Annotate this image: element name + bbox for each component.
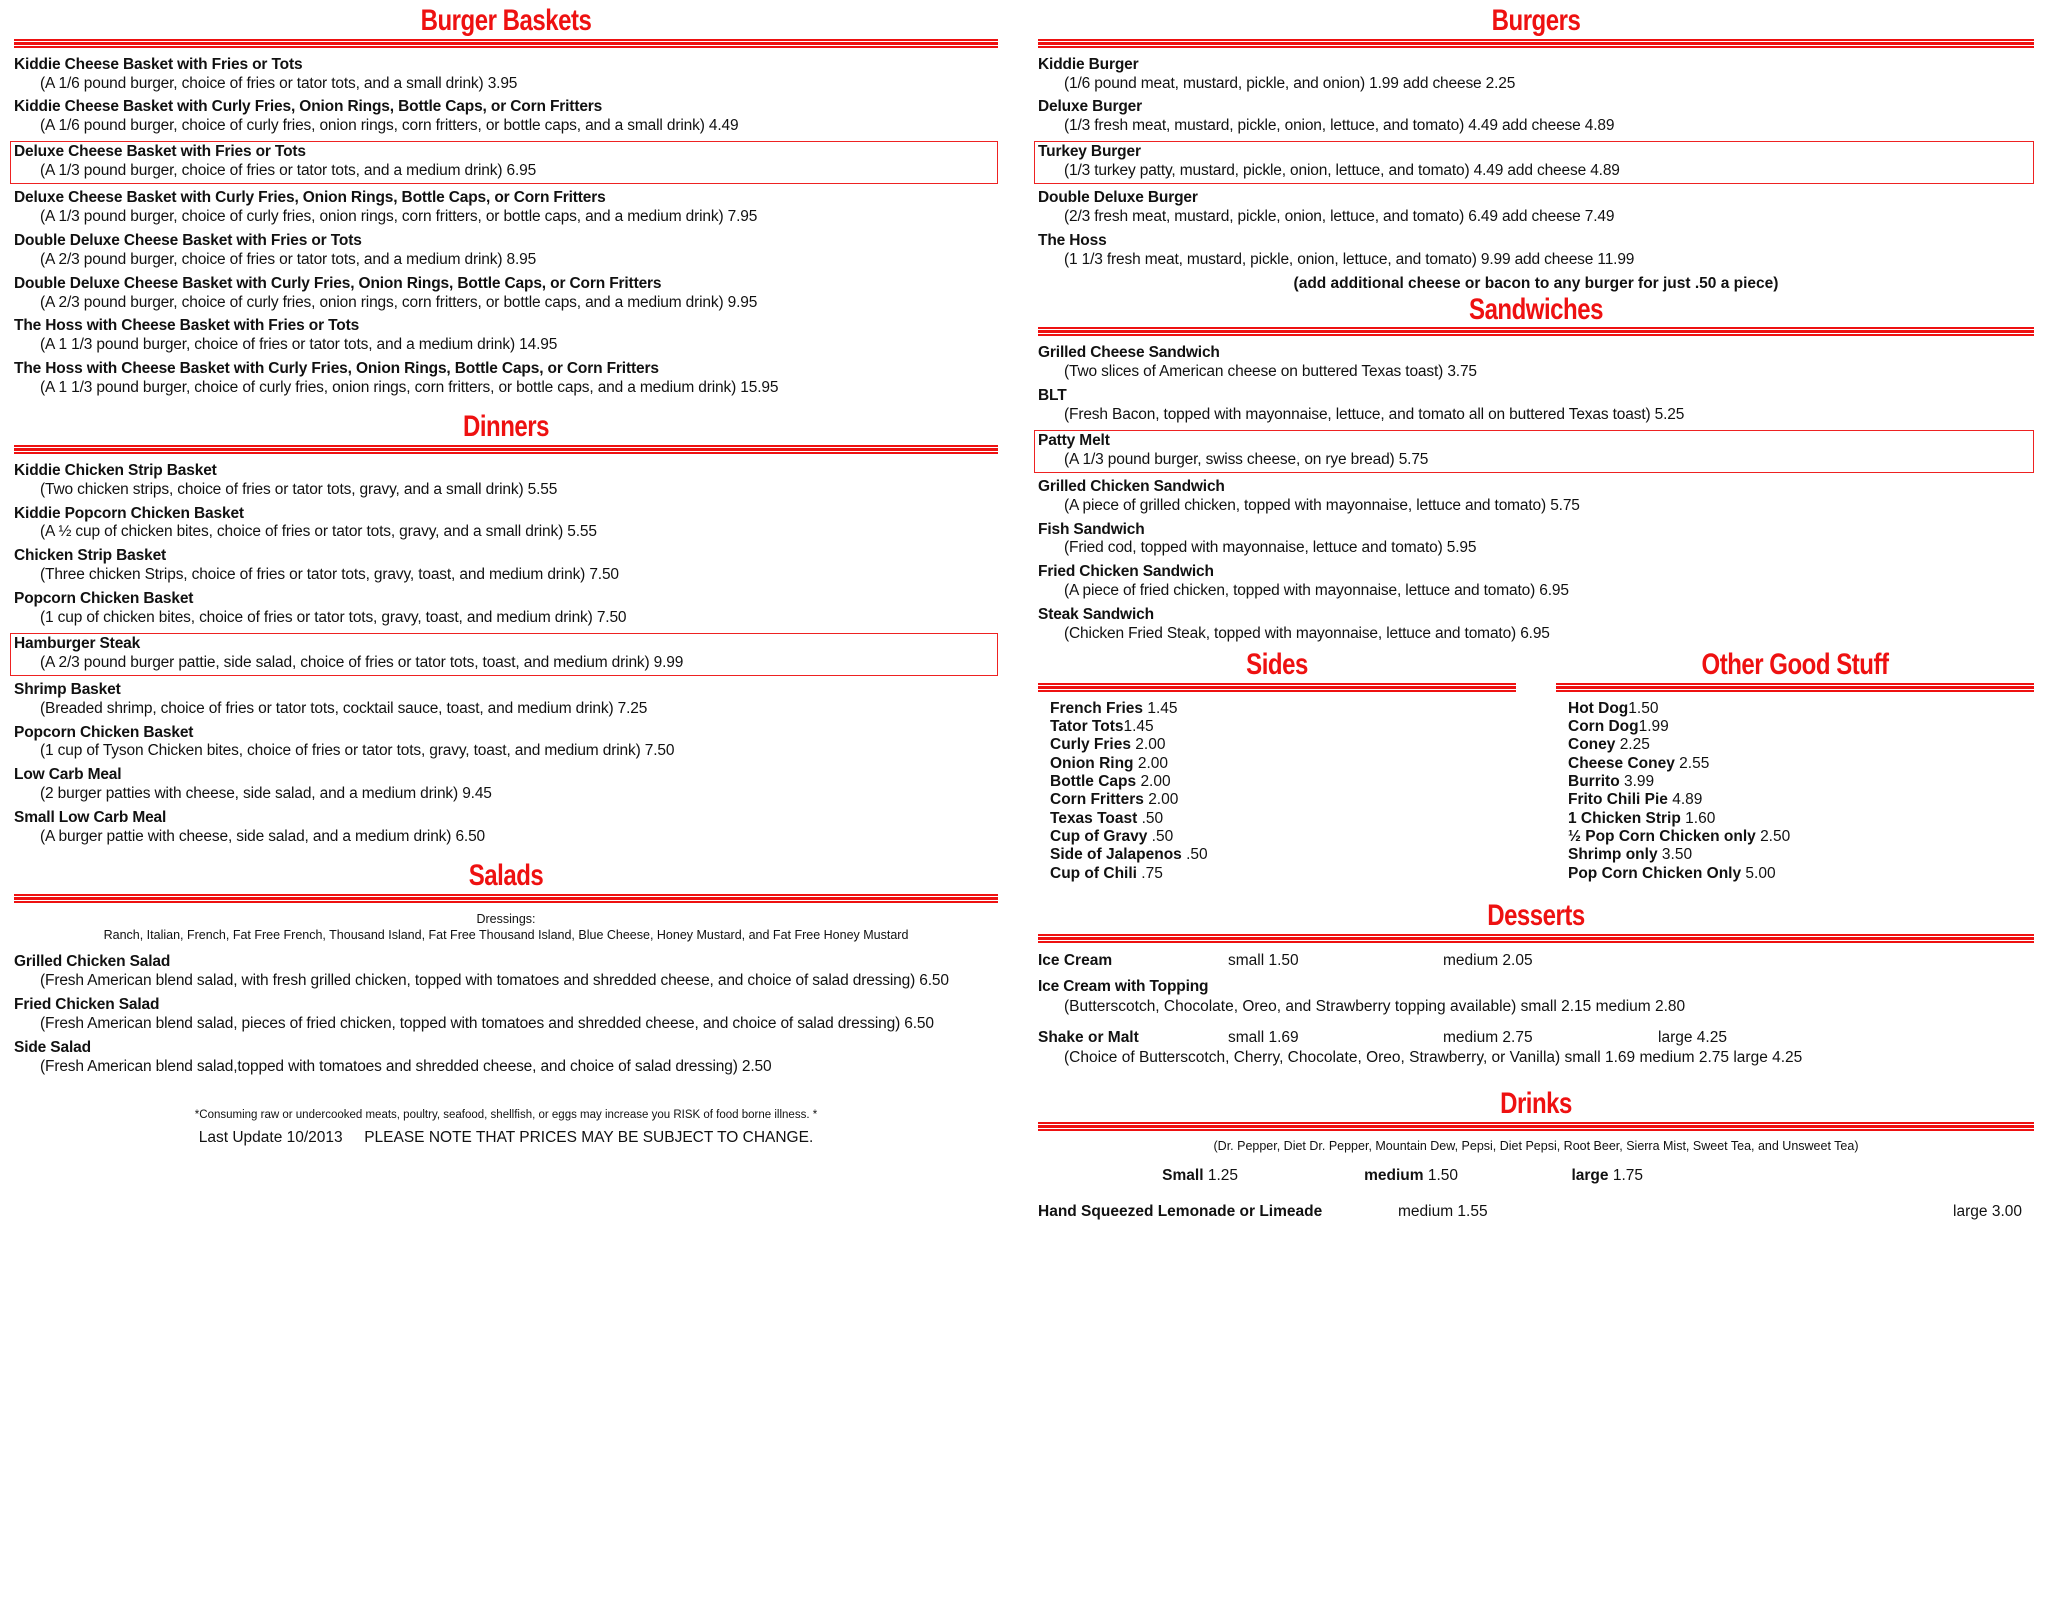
section-divider xyxy=(14,39,998,50)
section-sides xyxy=(1038,647,1516,883)
item-description: (Two chicken strips, choice of fries or tator tots, gravy, and a small drink) 5.55 xyxy=(40,480,558,498)
item-name: Hot Dog xyxy=(1568,699,1629,717)
item-description: (Fresh American blend salad, with fresh grilled chicken, topped with tomatoes and shredded cheese, and choice of salad dressing) 6.50 xyxy=(40,972,949,989)
item-description: (1/6 pound meat, mustard, pickle, and onion) 1.99 add cheese 2.25 xyxy=(1064,74,1516,92)
list-item xyxy=(1568,865,2034,883)
menu-item xyxy=(14,953,998,991)
drinks-flavor-list: (Dr. Pepper, Diet Dr. Pepper, Mountain Dew, Pepsi, Diet Pepsi, Root Beer, Sierra Mist, Sweet Tea, and Unsweet Tea) xyxy=(1213,1138,1859,1153)
item-price: 2.50 xyxy=(1760,828,1791,846)
menu-item xyxy=(1038,56,2034,94)
item-description: (A piece of fried chicken, topped with mayonnaise, lettuce and tomato) 6.95 xyxy=(1064,582,1569,600)
item-name: Cheese Coney xyxy=(1568,754,1675,772)
right-column xyxy=(1024,0,2048,1599)
menu-item xyxy=(14,724,998,762)
item-name: Grilled Cheese Sandwich xyxy=(1038,344,1220,362)
menu-item xyxy=(14,56,998,94)
item-name: Curly Fries xyxy=(1050,736,1131,754)
section-desserts xyxy=(1038,901,2034,1067)
section-title-salads: Salads xyxy=(468,859,544,892)
drinks-size-prices xyxy=(1038,1167,2034,1185)
item-name: Kiddie Burger xyxy=(1038,55,1139,73)
menu-item xyxy=(1038,521,2034,559)
size-price-medium: 1.50 xyxy=(1427,1166,1458,1184)
item-description: (Breaded shrimp, choice of fries or tator tots, cocktail sauce, toast, and medium drink) 7.25 xyxy=(40,699,648,717)
menu-item xyxy=(14,232,998,270)
item-name: Coney xyxy=(1568,736,1616,754)
item-name: Patty Melt xyxy=(1038,431,1110,449)
size-label-large: large xyxy=(1571,1166,1609,1184)
item-name: Kiddie Chicken Strip Basket xyxy=(14,461,217,479)
section-burgers xyxy=(1038,6,2034,293)
item-name: Steak Sandwich xyxy=(1038,606,1154,624)
item-description: (A 1/3 pound burger, choice of curly fries, onion rings, corn fritters, or bottle caps, and a medium drink) 7.95 xyxy=(40,207,758,225)
section-title-burger-baskets: Burger Baskets xyxy=(420,4,592,37)
item-price: 2.00 xyxy=(1135,736,1166,754)
item-name: Deluxe Cheese Basket with Fries or Tots xyxy=(14,143,306,161)
burgers-addon-note: (add additional cheese or bacon to any burger for just .50 a piece) xyxy=(1293,274,1779,292)
list-item xyxy=(1050,755,1516,773)
footer-disclaimer: *Consuming raw or undercooked meats, poultry, seafood, shellfish, or eggs may increase you RISK of food borne illness. * xyxy=(194,1108,818,1121)
item-name: BLT xyxy=(1038,387,1067,405)
salad-dressings xyxy=(14,911,998,944)
section-sandwiches xyxy=(1038,292,2034,644)
item-name: Deluxe Cheese Basket with Curly Fries, Onion Rings, Bottle Caps, or Corn Fritters xyxy=(14,189,606,207)
item-description: (Fresh American blend salad,topped with tomatoes and shredded cheese, and choice of salad dressing) 2.50 xyxy=(40,1057,772,1075)
item-price: .50 xyxy=(1151,828,1174,846)
dessert-row-ice-cream-topping xyxy=(1038,978,2034,1016)
section-title-burgers: Burgers xyxy=(1491,4,1581,37)
other-good-stuff-price-list xyxy=(1556,700,2034,884)
item-name: Grilled Chicken Sandwich xyxy=(1038,477,1225,495)
item-name: Shake or Malt xyxy=(1038,1029,1139,1047)
item-description: (1 1/3 fresh meat, mustard, pickle, onion, lettuce, and tomato) 9.99 add cheese 11.99 xyxy=(1064,250,1635,268)
item-price: 2.25 xyxy=(1619,736,1650,754)
item-name: Chicken Strip Basket xyxy=(14,547,167,565)
item-name: Double Deluxe Burger xyxy=(1038,189,1198,207)
section-salads xyxy=(14,861,998,1077)
item-name: Bottle Caps xyxy=(1050,772,1137,790)
item-name: Ice Cream with Topping xyxy=(1038,978,1209,996)
menu-item-highlighted xyxy=(10,633,998,676)
menu-item xyxy=(14,189,998,227)
list-item xyxy=(1568,846,2034,864)
section-divider xyxy=(1556,683,2034,694)
list-item xyxy=(1568,828,2034,846)
list-item xyxy=(1050,700,1516,718)
item-price: 5.00 xyxy=(1745,864,1776,882)
item-name: Pop Corn Chicken Only xyxy=(1568,864,1742,882)
item-name: Double Deluxe Cheese Basket with Fries or Tots xyxy=(14,231,362,249)
section-divider xyxy=(1038,1122,2034,1133)
menu-item xyxy=(14,317,998,355)
price-small: small 1.69 xyxy=(1228,1029,1299,1047)
item-description: (A 1/6 pound burger, choice of fries or tator tots, and a small drink) 3.95 xyxy=(40,74,518,92)
section-burger-baskets xyxy=(14,6,998,398)
item-name: 1 Chicken Strip xyxy=(1568,809,1681,827)
item-name: Frito Chili Pie xyxy=(1568,791,1668,809)
price-medium: medium 2.75 xyxy=(1443,1029,1533,1047)
item-name: Kiddie Cheese Basket with Fries or Tots xyxy=(14,55,303,73)
menu-item xyxy=(1038,344,2034,382)
section-divider xyxy=(14,445,998,456)
price-large: large 3.00 xyxy=(1953,1202,2022,1220)
section-title-dinners: Dinners xyxy=(463,410,549,444)
menu-item xyxy=(1038,98,2034,136)
price-medium: medium 1.55 xyxy=(1398,1202,1488,1220)
size-price-large: 1.75 xyxy=(1612,1166,1643,1184)
section-divider xyxy=(14,894,998,905)
dressings-list: Ranch, Italian, French, Fat Free French, Thousand Island, Fat Free Thousand Island, Blue Cheese, Honey Mustard, and Fat Free Honey Mustard xyxy=(103,927,909,942)
shake-flavors-description: (Choice of Butterscotch, Cherry, Chocolate, Oreo, Strawberry, or Vanilla) small 1.69 medium 2.75 large 4.25 xyxy=(1064,1048,1803,1066)
item-price: 3.50 xyxy=(1661,846,1693,864)
item-description: (Three chicken Strips, choice of fries or tator tots, gravy, toast, and medium drink) 7.50 xyxy=(40,566,619,584)
menu-item xyxy=(14,547,998,585)
item-description: (2 burger patties with cheese, side salad, and a medium drink) 9.45 xyxy=(40,785,492,803)
item-description: (2/3 fresh meat, mustard, pickle, onion, lettuce, and tomato) 6.49 add cheese 7.49 xyxy=(1064,207,1615,225)
item-name: Grilled Chicken Salad xyxy=(14,953,171,971)
drink-large xyxy=(1458,1167,1643,1185)
item-description: (Two slices of American cheese on buttered Texas toast) 3.75 xyxy=(1064,363,1477,381)
item-description: (1 cup of Tyson Chicken bites, choice of fries or tator tots, gravy, toast, and medium drink) 7.50 xyxy=(40,742,675,760)
item-price: 2.00 xyxy=(1140,772,1171,790)
lemonade-row xyxy=(1038,1203,2034,1221)
menu-item xyxy=(14,681,998,719)
item-price: 1.45 xyxy=(1147,699,1178,717)
section-title-drinks: Drinks xyxy=(1500,1087,1572,1121)
item-price: 1.45 xyxy=(1123,717,1154,735)
dessert-row-ice-cream xyxy=(1038,951,2034,970)
item-name: Side Salad xyxy=(14,1038,91,1056)
item-description: (A piece of grilled chicken, topped with mayonnaise, lettuce and tomato) 5.75 xyxy=(1064,496,1580,514)
section-divider xyxy=(1038,683,1516,694)
list-item xyxy=(1568,810,2034,828)
item-name: Fried Chicken Sandwich xyxy=(1038,563,1214,581)
item-name: Texas Toast xyxy=(1050,809,1138,827)
item-name: Corn Dog xyxy=(1568,717,1639,735)
item-name: The Hoss with Cheese Basket with Fries or Tots xyxy=(14,317,360,335)
item-name: Shrimp only xyxy=(1568,846,1658,864)
dressings-label: Dressings: xyxy=(476,911,536,926)
price-small: small 1.50 xyxy=(1228,951,1299,969)
list-item xyxy=(1568,773,2034,791)
list-item xyxy=(1050,736,1516,754)
section-dinners xyxy=(14,412,998,847)
section-divider xyxy=(1038,327,2034,338)
list-item xyxy=(1568,736,2034,754)
item-name: Fish Sandwich xyxy=(1038,520,1145,538)
list-item xyxy=(1050,773,1516,791)
item-description: (1 cup of chicken bites, choice of fries or tator tots, gravy, toast, and medium drink) 7.50 xyxy=(40,609,627,627)
menu-item xyxy=(14,275,998,313)
item-name: ½ Pop Corn Chicken only xyxy=(1568,828,1756,846)
item-description: (1/3 fresh meat, mustard, pickle, onion, lettuce, and tomato) 4.49 add cheese 4.89 xyxy=(1064,117,1615,135)
item-price: .50 xyxy=(1141,809,1164,827)
menu-item xyxy=(14,98,998,136)
section-divider xyxy=(1038,39,2034,50)
section-divider xyxy=(1038,934,2034,945)
item-name: French Fries xyxy=(1050,699,1144,717)
menu-item-highlighted xyxy=(10,141,998,184)
item-name: Kiddie Cheese Basket with Curly Fries, Onion Rings, Bottle Caps, or Corn Fritters xyxy=(14,98,603,116)
list-item xyxy=(1568,791,2034,809)
list-item xyxy=(1050,846,1516,864)
menu-item xyxy=(1038,606,2034,644)
list-item xyxy=(1050,791,1516,809)
item-description: (A burger pattie with cheese, side salad, and a medium drink) 6.50 xyxy=(40,828,486,846)
item-name: Tator Tots xyxy=(1050,717,1124,735)
menu-item xyxy=(1038,387,2034,425)
last-update-text: Last Update 10/2013 xyxy=(198,1128,343,1146)
item-name: Onion Ring xyxy=(1050,754,1134,772)
item-description: (Fried cod, topped with mayonnaise, lettuce and tomato) 5.95 xyxy=(1064,539,1477,557)
item-name: Double Deluxe Cheese Basket with Curly Fries, Onion Rings, Bottle Caps, or Corn Fritters xyxy=(14,274,662,292)
item-description: (A 1/3 pound burger, choice of fries or tator tots, and a medium drink) 6.95 xyxy=(40,162,537,180)
price-notice-text: PLEASE NOTE THAT PRICES MAY BE SUBJECT TO CHANGE. xyxy=(364,1128,814,1146)
list-item xyxy=(1050,718,1516,736)
item-description: (A 1/6 pound burger, choice of curly fries, onion rings, corn fritters, or bottle caps, and a small drink) 4.49 xyxy=(40,117,739,135)
list-item xyxy=(1568,755,2034,773)
item-description: (A 1/3 pound burger, swiss cheese, on rye bread) 5.75 xyxy=(1064,450,1429,468)
item-name: Cup of Gravy xyxy=(1050,828,1148,846)
item-name: Small Low Carb Meal xyxy=(14,809,167,827)
menu-item xyxy=(14,996,998,1034)
menu-item xyxy=(14,809,998,847)
item-name: Cup of Chili xyxy=(1050,864,1137,882)
drink-small xyxy=(1038,1167,1238,1185)
item-name: Hand Squeezed Lemonade or Limeade xyxy=(1038,1202,1323,1220)
item-price: 1.50 xyxy=(1628,699,1659,717)
menu-item-highlighted xyxy=(1034,430,2034,473)
drink-medium xyxy=(1238,1167,1458,1185)
item-description: (Butterscotch, Chocolate, Oreo, and Strawberry topping available) small 2.15 medium 2.80 xyxy=(1064,998,1686,1015)
section-title-desserts: Desserts xyxy=(1487,899,1585,933)
list-item xyxy=(1050,810,1516,828)
item-description: (Fresh Bacon, topped with mayonnaise, lettuce, and tomato all on buttered Texas toast) 5.25 xyxy=(1064,405,1685,423)
menu-item xyxy=(14,360,998,398)
section-title-sandwiches: Sandwiches xyxy=(1469,292,1603,326)
item-name: Corn Fritters xyxy=(1050,791,1144,809)
item-price: 2.00 xyxy=(1148,791,1179,809)
item-price: 3.99 xyxy=(1623,772,1655,790)
item-description: (A 2/3 pound burger, choice of fries or tator tots, and a medium drink) 8.95 xyxy=(40,250,537,268)
item-price: 1.99 xyxy=(1638,717,1669,735)
item-description: (A 1 1/3 pound burger, choice of fries or tator tots, and a medium drink) 14.95 xyxy=(40,336,558,354)
section-title-other-good-stuff: Other Good Stuff xyxy=(1701,647,1889,681)
section-other-good-stuff xyxy=(1556,647,2034,883)
item-description: (Fresh American blend salad, pieces of fried chicken, topped with tomatoes and shredded cheese, and choice of salad dressing) 6.50 xyxy=(40,1014,934,1032)
list-item xyxy=(1568,718,2034,736)
item-description: (A ½ cup of chicken bites, choice of fries or tator tots, gravy, and a small drink) 5.55 xyxy=(40,523,597,541)
list-item xyxy=(1050,865,1516,883)
item-price: 1.60 xyxy=(1685,809,1716,827)
menu-item xyxy=(14,590,998,628)
item-name: The Hoss xyxy=(1038,231,1107,249)
item-price: 4.89 xyxy=(1672,791,1703,809)
item-name: The Hoss with Cheese Basket with Curly Fries, Onion Rings, Bottle Caps, or Corn Fritters xyxy=(14,360,659,378)
menu-item xyxy=(14,462,998,500)
item-name: Popcorn Chicken Basket xyxy=(14,723,194,741)
list-item xyxy=(1050,828,1516,846)
list-item xyxy=(1568,700,2034,718)
item-description: (A 2/3 pound burger pattie, side salad, choice of fries or tator tots, toast, and medium drink) 9.99 xyxy=(40,653,684,671)
item-description: (A 2/3 pound burger, choice of curly fries, onion rings, corn fritters, or bottle caps, and a medium drink) 9.95 xyxy=(40,293,758,311)
item-name: Ice Cream xyxy=(1038,951,1113,969)
menu-item xyxy=(14,766,998,804)
item-name: Low Carb Meal xyxy=(14,766,122,784)
item-name: Popcorn Chicken Basket xyxy=(14,590,194,608)
item-description: (1/3 turkey patty, mustard, pickle, onion, lettuce, and tomato) 4.49 add cheese 4.89 xyxy=(1064,162,1620,180)
footer xyxy=(14,1107,998,1147)
menu-item-highlighted xyxy=(1034,141,2034,184)
size-label-small: Small xyxy=(1162,1166,1204,1184)
item-name: Burrito xyxy=(1568,772,1620,790)
menu-item xyxy=(14,505,998,543)
item-name: Kiddie Popcorn Chicken Basket xyxy=(14,504,244,522)
price-large: large 4.25 xyxy=(1658,1029,1727,1047)
item-name: Hamburger Steak xyxy=(14,634,141,652)
sides-and-other-row xyxy=(1038,647,2034,883)
section-drinks xyxy=(1038,1089,2034,1221)
price-medium: medium 2.05 xyxy=(1443,951,1533,969)
size-label-medium: medium xyxy=(1364,1166,1424,1184)
item-name: Shrimp Basket xyxy=(14,680,121,698)
item-price: .50 xyxy=(1186,846,1208,864)
menu-item xyxy=(1038,232,2034,270)
menu-item xyxy=(1038,563,2034,601)
item-name: Fried Chicken Salad xyxy=(14,995,160,1013)
item-price: 2.00 xyxy=(1137,754,1168,772)
item-price: .75 xyxy=(1141,864,1163,882)
menu-item xyxy=(14,1039,998,1077)
item-name: Deluxe Burger xyxy=(1038,98,1142,116)
item-price: 2.55 xyxy=(1679,754,1710,772)
size-price-small: 1.25 xyxy=(1207,1166,1238,1184)
menu-item xyxy=(1038,478,2034,516)
section-title-sides: Sides xyxy=(1246,647,1308,681)
item-name: Turkey Burger xyxy=(1038,143,1141,161)
footer-update-line xyxy=(14,1129,998,1147)
sides-price-list xyxy=(1038,700,1516,884)
item-name: Side of Jalapenos xyxy=(1050,846,1182,864)
menu-item xyxy=(1038,189,2034,227)
item-description: (Chicken Fried Steak, topped with mayonnaise, lettuce and tomato) 6.95 xyxy=(1064,625,1550,643)
item-description: (A 1 1/3 pound burger, choice of curly fries, onion rings, corn fritters, or bottle caps, and a medium drink) 15.95 xyxy=(40,379,779,397)
dessert-row-shake xyxy=(1038,1028,2034,1047)
